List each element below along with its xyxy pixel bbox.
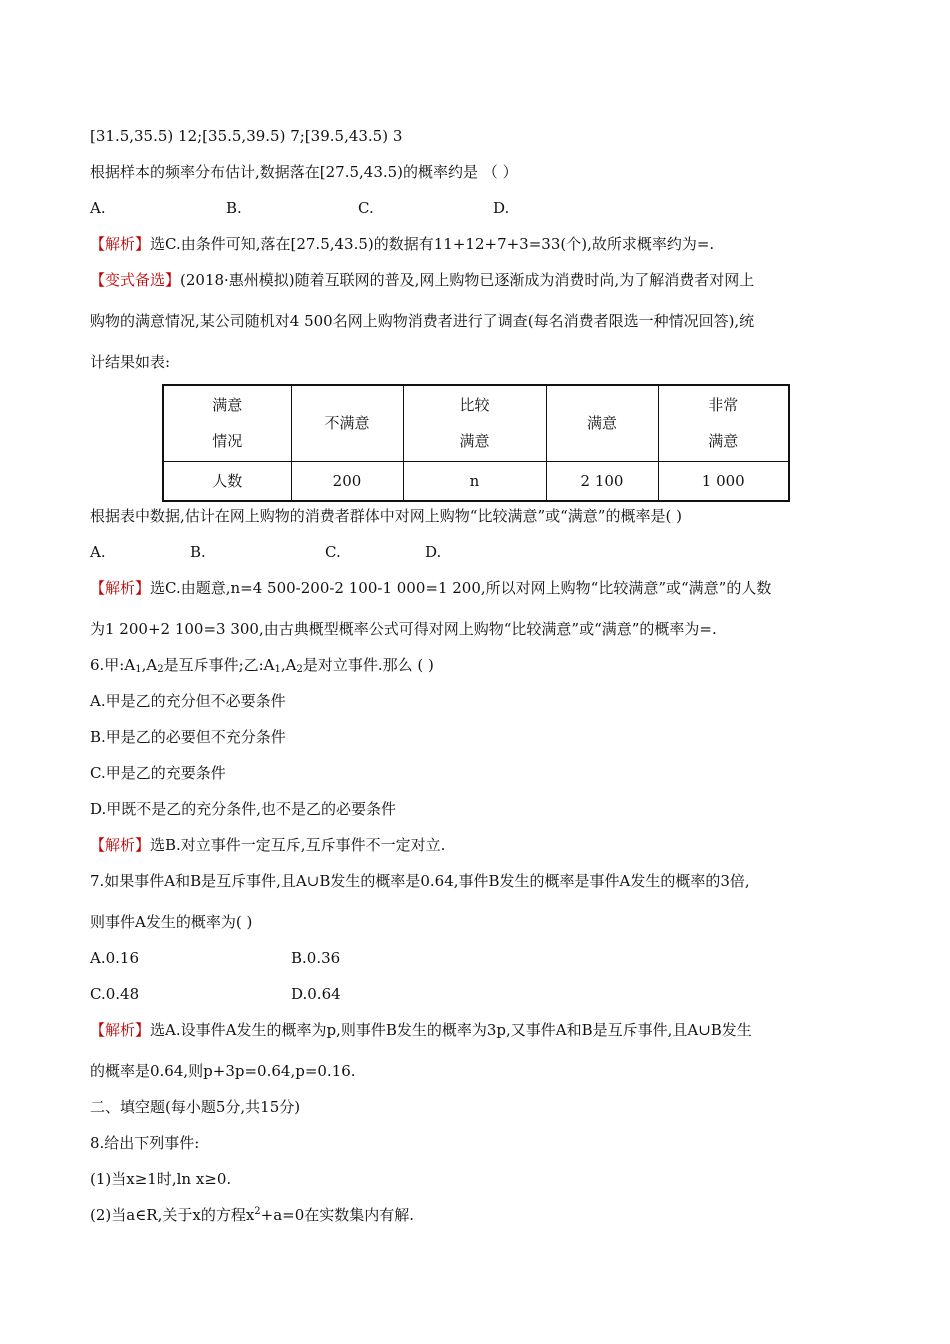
table-header-cell: 满意 情况 <box>163 385 291 461</box>
interval-data-line: [31.5,35.5) 12;[35.5,39.5) 7;[39.5,43.5) 3 <box>90 127 403 145</box>
variant-line-2: 购物的满意情况,某公司随机对4 500名网上购物消费者进行了调查(每名消费者限选一种情况回答),统 <box>90 312 755 330</box>
variant-analysis-2: 为1 200+2 100=3 300,由古典概型概率公式可得对网上购物“比较满意”或“满意”的概率为=. <box>90 620 717 638</box>
variant-tag: 【变式备选】 <box>90 271 181 289</box>
table-header-cell: 不满意 <box>291 385 403 461</box>
analysis-tag: 【解析】 <box>90 836 151 854</box>
q7-option-d: D.0.64 <box>291 985 341 1003</box>
table-header-cell: 比较 满意 <box>403 385 546 461</box>
variant-line-3: 计结果如表: <box>90 353 171 371</box>
q5-analysis-text: 选C.由条件可知,落在[27.5,43.5)的数据有11+12+7+3=33(个),故所求概率约为=. <box>150 235 715 253</box>
q7-option-c: C.0.48 <box>90 985 140 1003</box>
q5-analysis <box>90 234 714 254</box>
q6-analysis-text: 选B.对立事件一定互斥,互斥事件不一定对立. <box>150 836 446 854</box>
analysis-tag: 【解析】 <box>90 1021 151 1039</box>
q6-option-a: A.甲是乙的充分但不必要条件 <box>90 692 286 710</box>
q5-stem: 根据样本的频率分布估计,数据落在[27.5,43.5)的概率约是 （ ） <box>90 163 518 181</box>
variant-option-d: D. <box>425 543 442 561</box>
variant-stem: 根据表中数据,估计在网上购物的消费者群体中对网上购物“比较满意”或“满意”的概率是( ) <box>90 507 682 525</box>
table-row <box>163 461 789 501</box>
q7-stem-1: 7.如果事件A和B是互斥事件,且A∪B发生的概率是0.64,事件B发生的概率是事件A发生的概率的3倍, <box>90 872 750 890</box>
variant-options <box>90 542 441 562</box>
section-title: 二、填空题(每小题5分,共15分) <box>90 1098 301 1116</box>
q7-analysis-text-1: 选A.设事件A发生的概率为p,则事件B发生的概率为3p,又事件A和B是互斥事件,且A∪B发生 <box>150 1021 752 1039</box>
q7-stem-2: 则事件A发生的概率为( ) <box>90 913 253 931</box>
variant-analysis-1 <box>90 578 771 598</box>
table-header-cell: 满意 <box>546 385 658 461</box>
q6-option-c: C.甲是乙的充要条件 <box>90 764 226 782</box>
q5-option-a: A. <box>90 199 106 217</box>
table-cell: 人数 <box>163 461 291 501</box>
table-cell: 2 100 <box>546 461 658 501</box>
variant-analysis-text-1: 选C.由题意,n=4 500-200-2 100-1 000=1 200,所以对网上购物“比较满意”或“满意”的人数 <box>150 579 772 597</box>
variant-option-c: C. <box>325 543 341 561</box>
variant-option-b: B. <box>190 543 206 561</box>
q5-option-b: B. <box>226 199 242 217</box>
analysis-tag: 【解析】 <box>90 235 151 253</box>
q7-options-row-1 <box>90 948 340 968</box>
table-cell: 200 <box>291 461 403 501</box>
table-cell: 1 000 <box>658 461 789 501</box>
q6-option-b: B.甲是乙的必要但不充分条件 <box>90 728 286 746</box>
variant-line-1 <box>90 270 754 290</box>
q8-item-1: (1)当x≥1时,ln x≥0. <box>90 1170 232 1188</box>
q5-options <box>90 198 509 218</box>
q6-analysis <box>90 835 445 855</box>
q7-options-row-2 <box>90 984 341 1004</box>
variant-text-1: (2018·惠州模拟)随着互联网的普及,网上购物已逐渐成为消费时尚,为了解消费者对网上 <box>180 271 755 289</box>
survey-table <box>162 384 790 502</box>
q7-option-b: B.0.36 <box>291 949 341 967</box>
analysis-tag: 【解析】 <box>90 579 151 597</box>
q5-option-c: C. <box>358 199 374 217</box>
q7-option-a: A.0.16 <box>90 949 139 967</box>
q5-option-d: D. <box>493 199 510 217</box>
q7-analysis-1 <box>90 1020 752 1040</box>
table-header-row <box>163 385 789 461</box>
q7-analysis-2: 的概率是0.64,则p+3p=0.64,p=0.16. <box>90 1062 356 1080</box>
variant-option-a: A. <box>90 543 106 561</box>
q6-option-d: D.甲既不是乙的充分条件,也不是乙的必要条件 <box>90 800 397 818</box>
q6-stem: 6.甲$:A_1,A_2$是互斥事件;乙$:A_1,A_2$是对立事件.那么 ( ) <box>90 656 434 675</box>
q8-item-2: (2)当a∈R,关于x的方程$x^2+a=0$在实数集内有解. <box>90 1206 415 1224</box>
q8-stem: 8.给出下列事件: <box>90 1134 200 1152</box>
table-cell: n <box>403 461 546 501</box>
table-header-cell: 非常 满意 <box>658 385 789 461</box>
